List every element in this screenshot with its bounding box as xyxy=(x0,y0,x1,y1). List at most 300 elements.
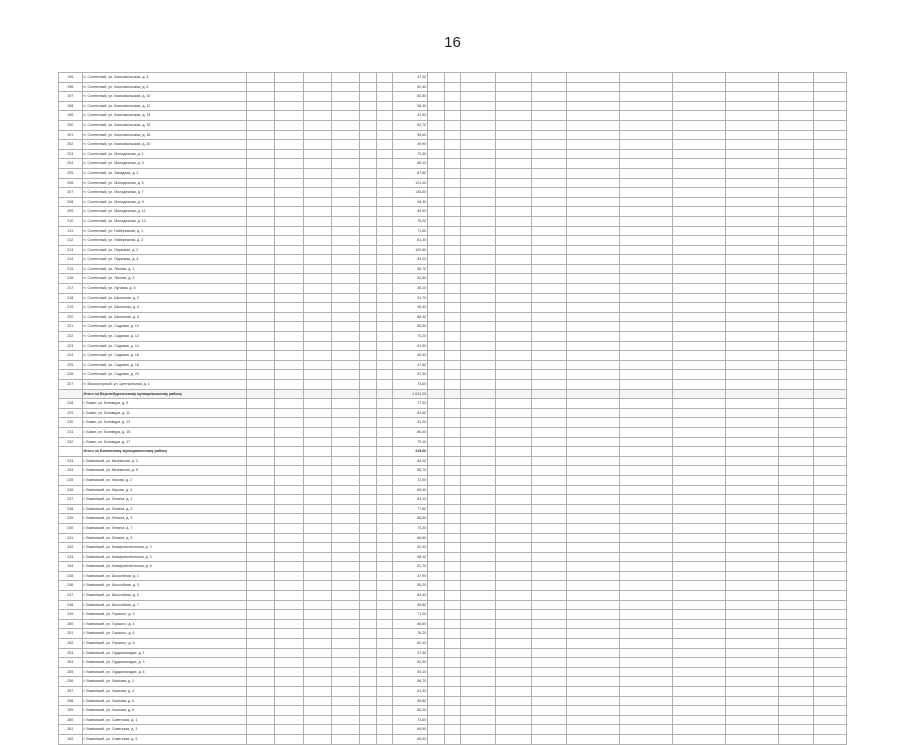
row-number-cell xyxy=(59,447,83,457)
table-cell xyxy=(303,514,331,524)
table-cell xyxy=(376,533,392,543)
table-cell xyxy=(275,274,303,284)
table-cell xyxy=(813,168,846,178)
table-cell xyxy=(566,552,619,562)
table-cell xyxy=(444,274,460,284)
table-row xyxy=(59,216,847,226)
table-cell xyxy=(247,255,275,265)
table-cell xyxy=(461,447,496,457)
table-cell xyxy=(247,418,275,428)
table-cell xyxy=(531,495,566,505)
address-cell: п. Солнечный, ул. Лесная, д. 3 xyxy=(82,274,247,284)
table-cell xyxy=(444,245,460,255)
table-cell xyxy=(778,523,813,533)
table-cell xyxy=(444,92,460,102)
table-cell xyxy=(619,447,672,457)
table-cell xyxy=(619,188,672,198)
table-cell xyxy=(778,360,813,370)
table-cell xyxy=(444,639,460,649)
table-cell xyxy=(496,466,531,476)
table-cell xyxy=(461,610,496,620)
table-cell xyxy=(444,725,460,735)
table-cell xyxy=(444,149,460,159)
table-cell xyxy=(672,456,725,466)
table-cell xyxy=(331,485,359,495)
table-row xyxy=(59,73,847,83)
table-cell xyxy=(778,322,813,332)
table-cell xyxy=(813,332,846,342)
table-row xyxy=(59,600,847,610)
table-row xyxy=(59,648,847,658)
address-cell: п. Солнечный, ул. Молодежная, д. 9 xyxy=(82,197,247,207)
table-cell xyxy=(247,82,275,92)
address-cell: г. Вяземский, ул. Коммунистическая, д. 4 xyxy=(82,552,247,562)
table-cell xyxy=(444,360,460,370)
table-cell xyxy=(496,293,531,303)
table-cell xyxy=(531,216,566,226)
table-cell xyxy=(461,706,496,716)
table-cell xyxy=(331,101,359,111)
table-cell xyxy=(428,533,444,543)
row-number-cell: 232 xyxy=(59,437,83,447)
table-cell xyxy=(672,466,725,476)
table-cell xyxy=(461,92,496,102)
table-cell xyxy=(360,82,376,92)
table-cell xyxy=(531,571,566,581)
table-cell xyxy=(778,456,813,466)
table-cell xyxy=(247,543,275,553)
table-cell xyxy=(672,658,725,668)
table-cell xyxy=(461,120,496,130)
table-cell xyxy=(531,140,566,150)
table-cell xyxy=(331,159,359,169)
address-cell: г. Бикин, ул. Бонивура, д. 17 xyxy=(82,437,247,447)
table-cell xyxy=(461,255,496,265)
table-cell xyxy=(247,159,275,169)
table-cell xyxy=(376,581,392,591)
table-cell xyxy=(444,264,460,274)
table-cell xyxy=(619,140,672,150)
table-cell xyxy=(331,111,359,121)
table-cell xyxy=(428,360,444,370)
row-number-cell: 213 xyxy=(59,245,83,255)
table-cell xyxy=(303,629,331,639)
table-cell xyxy=(813,284,846,294)
table-cell xyxy=(778,725,813,735)
table-cell xyxy=(672,418,725,428)
table-cell xyxy=(331,591,359,601)
value-cell: 57,50 xyxy=(392,648,427,658)
table-cell xyxy=(428,677,444,687)
table-cell xyxy=(566,562,619,572)
table-cell xyxy=(331,715,359,725)
housing-registry-table xyxy=(58,72,847,741)
table-cell xyxy=(566,687,619,697)
table-cell xyxy=(331,389,359,399)
row-number-cell: 247 xyxy=(59,591,83,601)
table-row xyxy=(59,111,847,121)
table-cell xyxy=(461,677,496,687)
table-cell xyxy=(303,610,331,620)
table-cell xyxy=(672,399,725,409)
page-number: 16 xyxy=(444,34,461,51)
table-cell xyxy=(725,715,778,725)
table-cell xyxy=(360,552,376,562)
table-cell xyxy=(725,475,778,485)
table-cell xyxy=(360,734,376,744)
table-cell xyxy=(275,197,303,207)
table-cell xyxy=(672,264,725,274)
table-cell xyxy=(461,648,496,658)
table-cell xyxy=(496,600,531,610)
table-cell xyxy=(331,687,359,697)
table-cell xyxy=(531,696,566,706)
table-cell xyxy=(619,360,672,370)
table-cell xyxy=(566,284,619,294)
address-cell: г. Бикин, ул. Бонивура, д. 13 xyxy=(82,418,247,428)
table-cell xyxy=(303,408,331,418)
table-cell xyxy=(303,188,331,198)
table-cell xyxy=(275,447,303,457)
table-cell xyxy=(247,725,275,735)
table-cell xyxy=(303,504,331,514)
table-cell xyxy=(461,734,496,744)
value-cell: 68,50 xyxy=(392,514,427,524)
table-cell xyxy=(428,332,444,342)
table-cell xyxy=(725,408,778,418)
table-cell xyxy=(360,197,376,207)
table-cell xyxy=(360,562,376,572)
table-cell xyxy=(566,168,619,178)
row-number-cell: 212 xyxy=(59,236,83,246)
table-cell xyxy=(360,725,376,735)
table-cell xyxy=(531,466,566,476)
table-cell xyxy=(360,111,376,121)
table-cell xyxy=(778,466,813,476)
table-cell xyxy=(531,370,566,380)
table-cell xyxy=(619,341,672,351)
table-cell xyxy=(672,303,725,313)
table-cell xyxy=(725,495,778,505)
table-row xyxy=(59,447,847,457)
value-cell: 55,60 xyxy=(392,130,427,140)
value-cell: 71,50 xyxy=(392,226,427,236)
table-cell xyxy=(360,658,376,668)
table-cell xyxy=(376,667,392,677)
table-cell xyxy=(813,312,846,322)
table-cell xyxy=(619,332,672,342)
value-cell: 72,90 xyxy=(392,475,427,485)
table-cell xyxy=(247,687,275,697)
table-row xyxy=(59,408,847,418)
row-number-cell: 250 xyxy=(59,619,83,629)
table-cell xyxy=(275,696,303,706)
table-cell xyxy=(331,274,359,284)
table-cell xyxy=(461,130,496,140)
table-cell xyxy=(275,552,303,562)
table-cell xyxy=(331,610,359,620)
value-cell: 60,20 xyxy=(392,706,427,716)
table-cell xyxy=(303,380,331,390)
table-cell xyxy=(672,734,725,744)
row-number-cell: 262 xyxy=(59,734,83,744)
table-cell xyxy=(496,639,531,649)
table-cell xyxy=(461,667,496,677)
table-cell xyxy=(275,245,303,255)
table-cell xyxy=(672,523,725,533)
table-cell xyxy=(360,466,376,476)
table-cell xyxy=(331,322,359,332)
value-cell: 64,20 xyxy=(392,456,427,466)
table-cell xyxy=(725,130,778,140)
table-cell xyxy=(619,274,672,284)
address-cell: г. Вяземский, ул. Ленина, д. 7 xyxy=(82,523,247,533)
table-cell xyxy=(725,322,778,332)
table-cell xyxy=(461,687,496,697)
table-cell xyxy=(566,437,619,447)
value-cell: 82,40 xyxy=(392,639,427,649)
address-cell: г. Вяземский, ул. Шоссейная, д. 3 xyxy=(82,581,247,591)
table-cell xyxy=(461,639,496,649)
table-cell xyxy=(360,514,376,524)
table-cell xyxy=(444,408,460,418)
value-cell: 61,70 xyxy=(392,562,427,572)
table-cell xyxy=(672,437,725,447)
table-cell xyxy=(725,159,778,169)
table-cell xyxy=(619,168,672,178)
table-cell xyxy=(303,92,331,102)
table-cell xyxy=(496,82,531,92)
table-cell xyxy=(247,178,275,188)
table-cell xyxy=(461,571,496,581)
table-cell xyxy=(813,715,846,725)
table-cell xyxy=(428,274,444,284)
table-cell xyxy=(725,255,778,265)
table-cell xyxy=(428,322,444,332)
table-row xyxy=(59,725,847,735)
value-cell: 49,90 xyxy=(392,140,427,150)
table-cell xyxy=(813,216,846,226)
table-row xyxy=(59,351,847,361)
table-cell xyxy=(672,591,725,601)
table-cell xyxy=(672,715,725,725)
table-cell xyxy=(531,475,566,485)
table-cell xyxy=(461,236,496,246)
table-cell xyxy=(303,552,331,562)
table-cell xyxy=(531,523,566,533)
table-cell xyxy=(778,591,813,601)
table-cell xyxy=(303,533,331,543)
value-cell: 51,30 xyxy=(392,687,427,697)
table-cell xyxy=(444,140,460,150)
table-cell xyxy=(566,216,619,226)
table-cell xyxy=(303,437,331,447)
table-cell xyxy=(496,370,531,380)
address-cell: п. Солнечный, ул. Комсомольская, д. 14 xyxy=(82,111,247,121)
table-row xyxy=(59,687,847,697)
table-cell xyxy=(619,159,672,169)
table-cell xyxy=(672,639,725,649)
table-cell xyxy=(531,101,566,111)
table-cell xyxy=(275,715,303,725)
table-cell xyxy=(461,552,496,562)
table-cell xyxy=(531,255,566,265)
table-cell xyxy=(360,312,376,322)
table-cell xyxy=(247,504,275,514)
value-cell: 68,10 xyxy=(392,159,427,169)
table-cell xyxy=(496,236,531,246)
table-cell xyxy=(303,73,331,83)
table-cell xyxy=(376,610,392,620)
table-cell xyxy=(461,178,496,188)
table-cell xyxy=(247,197,275,207)
table-cell xyxy=(461,341,496,351)
table-cell xyxy=(619,322,672,332)
table-cell xyxy=(303,658,331,668)
table-cell xyxy=(672,667,725,677)
table-cell xyxy=(813,696,846,706)
table-cell xyxy=(566,696,619,706)
table-cell xyxy=(428,706,444,716)
table-cell xyxy=(531,245,566,255)
table-cell xyxy=(531,207,566,217)
table-cell xyxy=(303,399,331,409)
table-cell xyxy=(428,447,444,457)
address-cell: п. Солнечный, ул. Комсомольская, д. 20 xyxy=(82,140,247,150)
table-cell xyxy=(360,543,376,553)
table-cell xyxy=(531,533,566,543)
table-cell xyxy=(725,667,778,677)
table-cell xyxy=(331,82,359,92)
table-cell xyxy=(428,399,444,409)
table-cell xyxy=(275,514,303,524)
table-cell xyxy=(461,207,496,217)
table-cell xyxy=(725,427,778,437)
address-cell: п. Солнечный, ул. Комсомольская, д. 18 xyxy=(82,130,247,140)
table-cell xyxy=(247,380,275,390)
table-cell xyxy=(566,303,619,313)
table-cell xyxy=(360,399,376,409)
table-cell xyxy=(275,178,303,188)
table-row xyxy=(59,523,847,533)
table-cell xyxy=(247,130,275,140)
table-cell xyxy=(778,600,813,610)
table-cell xyxy=(531,188,566,198)
table-cell xyxy=(566,734,619,744)
table-cell xyxy=(303,332,331,342)
table-row xyxy=(59,658,847,668)
table-cell xyxy=(672,543,725,553)
value-cell: 96,40 xyxy=(392,303,427,313)
table-cell xyxy=(360,475,376,485)
table-cell xyxy=(619,351,672,361)
table-cell xyxy=(619,639,672,649)
value-cell: 65,40 xyxy=(392,734,427,744)
table-cell xyxy=(619,236,672,246)
table-cell xyxy=(360,677,376,687)
table-cell xyxy=(619,485,672,495)
table-cell xyxy=(725,332,778,342)
table-row xyxy=(59,399,847,409)
table-cell xyxy=(247,485,275,495)
table-cell xyxy=(331,341,359,351)
table-cell xyxy=(444,168,460,178)
table-cell xyxy=(303,495,331,505)
table-cell xyxy=(331,619,359,629)
value-cell: 63,70 xyxy=(392,120,427,130)
table-cell xyxy=(813,341,846,351)
table-cell xyxy=(672,619,725,629)
table-cell xyxy=(778,543,813,553)
table-cell xyxy=(672,159,725,169)
table-cell xyxy=(566,101,619,111)
table-cell xyxy=(496,658,531,668)
table-cell xyxy=(303,734,331,744)
table-cell xyxy=(566,571,619,581)
table-cell xyxy=(461,274,496,284)
table-cell xyxy=(360,504,376,514)
row-number-cell: 201 xyxy=(59,130,83,140)
table-cell xyxy=(360,648,376,658)
table-cell xyxy=(376,216,392,226)
table-cell xyxy=(360,687,376,697)
table-cell xyxy=(813,447,846,457)
table-row xyxy=(59,533,847,543)
value-cell: 65,50 xyxy=(392,322,427,332)
table-cell xyxy=(461,140,496,150)
table-cell xyxy=(496,322,531,332)
table-cell xyxy=(275,504,303,514)
table-cell xyxy=(672,245,725,255)
table-cell xyxy=(360,188,376,198)
table-cell xyxy=(428,149,444,159)
table-cell xyxy=(376,629,392,639)
row-number-cell: 228 xyxy=(59,399,83,409)
address-cell: г. Вяземский, ул. Ленина, д. 9 xyxy=(82,533,247,543)
table-cell xyxy=(619,427,672,437)
address-cell: г. Вяземский, ул. Ленина, д. 3 xyxy=(82,504,247,514)
table-cell xyxy=(778,389,813,399)
table-cell xyxy=(566,370,619,380)
table-cell xyxy=(360,389,376,399)
table-cell xyxy=(444,120,460,130)
table-cell xyxy=(444,456,460,466)
table-cell xyxy=(619,101,672,111)
table-cell xyxy=(303,370,331,380)
table-cell xyxy=(778,715,813,725)
table-row xyxy=(59,619,847,629)
address-cell: п. Солнечный, ул. Комсомольская, д. 16 xyxy=(82,120,247,130)
table-row xyxy=(59,380,847,390)
table-cell xyxy=(303,485,331,495)
address-cell: г. Вяземский, ул. Шоссейная, д. 1 xyxy=(82,571,247,581)
table-cell xyxy=(428,427,444,437)
table-cell xyxy=(444,552,460,562)
table-cell xyxy=(496,485,531,495)
table-cell xyxy=(360,207,376,217)
table-cell xyxy=(725,120,778,130)
value-cell: 68,60 xyxy=(392,619,427,629)
table-cell xyxy=(813,437,846,447)
table-cell xyxy=(428,418,444,428)
table-cell xyxy=(531,600,566,610)
table-cell xyxy=(303,284,331,294)
table-cell xyxy=(566,274,619,284)
table-cell xyxy=(813,639,846,649)
table-cell xyxy=(778,447,813,457)
table-cell xyxy=(444,447,460,457)
table-cell xyxy=(461,332,496,342)
